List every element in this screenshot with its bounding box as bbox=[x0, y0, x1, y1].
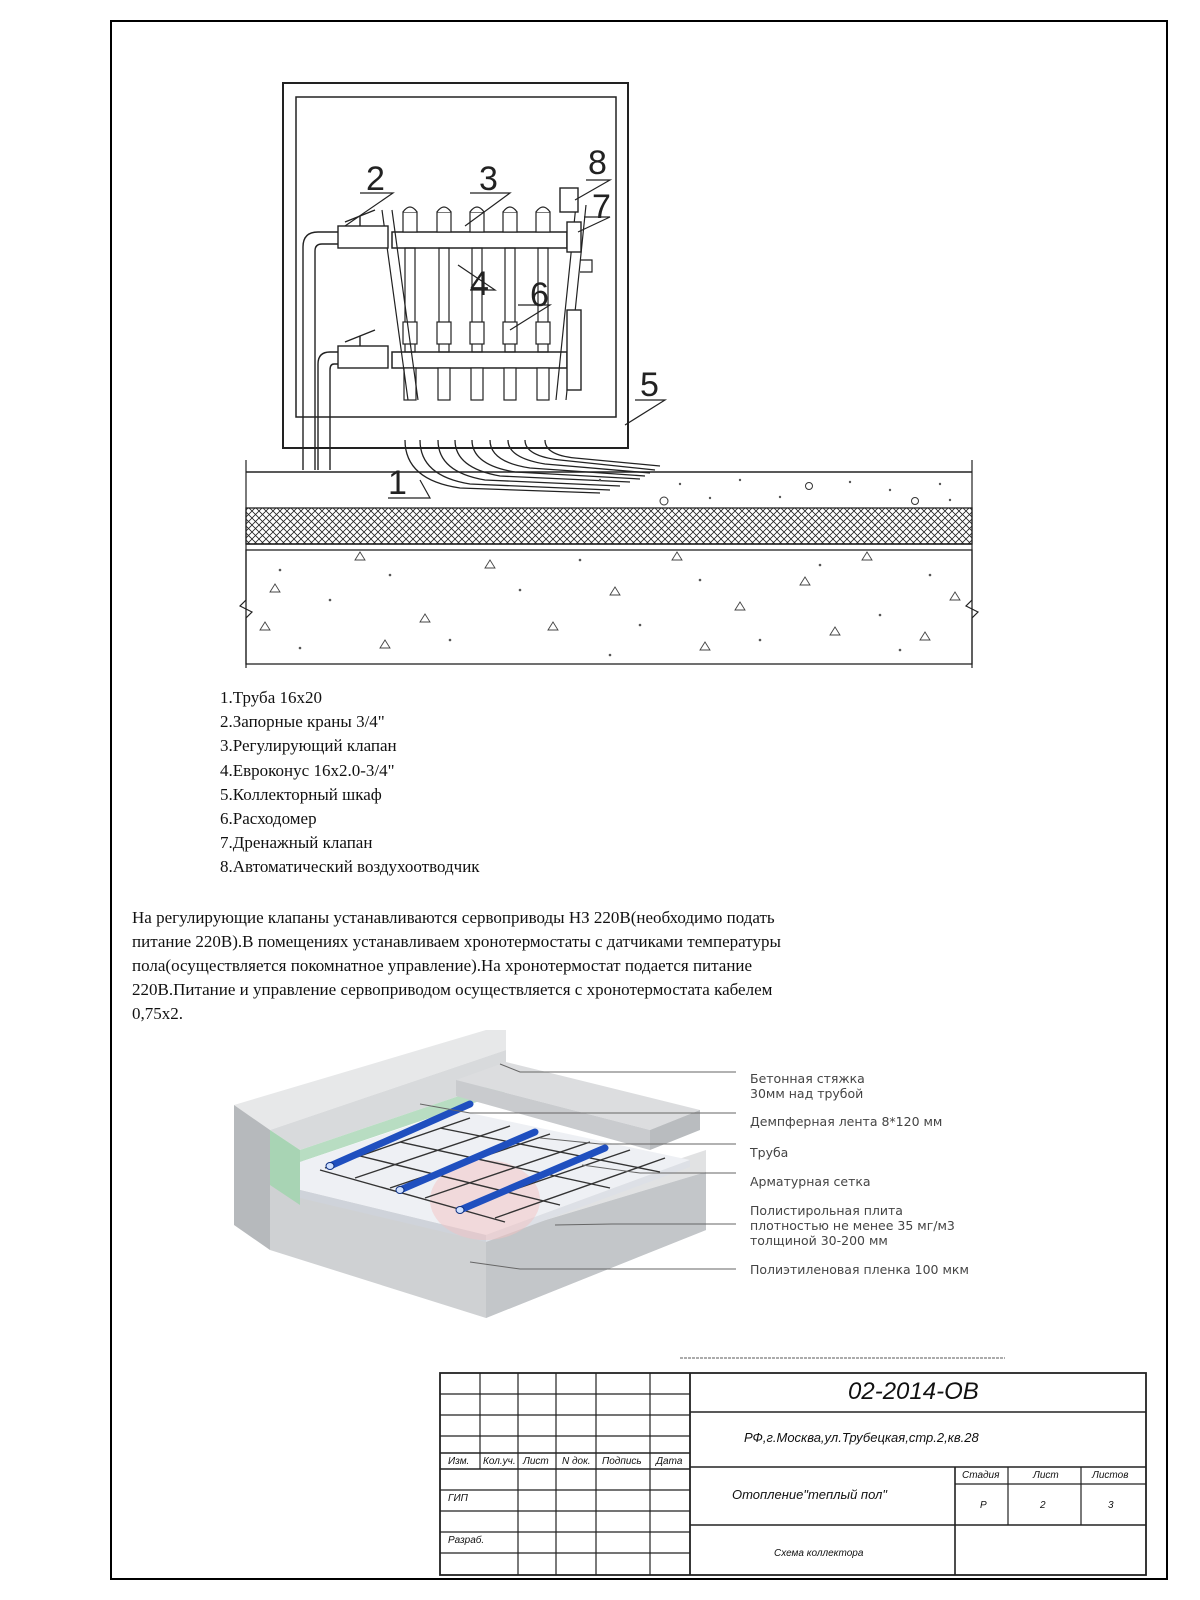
legend-item: 1.Труба 16х20 bbox=[220, 688, 322, 707]
layer-label-damper: Демпферная лента 8*120 мм bbox=[750, 1114, 943, 1129]
shutoff-valves bbox=[338, 210, 388, 368]
legend-item: 4.Евроконус 16х2.0-3/4" bbox=[220, 760, 395, 780]
address: РФ,г.Москва,ул.Трубецкая,стр.2,кв.28 bbox=[744, 1430, 979, 1445]
project-name: Отопление"теплый пол" bbox=[732, 1487, 887, 1502]
header-sheet: Лист bbox=[523, 1456, 549, 1467]
note-line: На регулирующие клапаны устанавливаются сервоприводы НЗ 220В(необходимо подать bbox=[132, 908, 775, 927]
layer-label-screed: Бетонная стяжка 30мм над трубой bbox=[750, 1071, 865, 1101]
supply-manifold bbox=[392, 232, 567, 248]
legend-item: 2.Запорные краны 3/4" bbox=[220, 712, 385, 732]
insulation-layer bbox=[246, 508, 972, 544]
component-legend bbox=[220, 686, 480, 880]
drain-valve bbox=[567, 222, 581, 252]
collector-cabinet bbox=[283, 83, 628, 448]
floor-section bbox=[240, 460, 978, 668]
sheets-label: Листов bbox=[1092, 1470, 1129, 1481]
sheets-value: 3 bbox=[1108, 1500, 1114, 1511]
sheet-name: Схема коллектора bbox=[774, 1548, 864, 1559]
note-line: питание 220В).В помещениях устанавливаем хронотермостаты с датчиками температуры bbox=[132, 932, 781, 951]
callout-1: 1 bbox=[388, 464, 407, 502]
supply-return-pipes bbox=[303, 232, 338, 470]
installation-note bbox=[132, 906, 902, 1026]
floor-layers-3d bbox=[234, 1030, 736, 1318]
note-line: 220В.Питание и управление сервоприводом осуществляется с хронотермостата кабелем bbox=[132, 980, 773, 999]
note-line: 0,75х2. bbox=[132, 1004, 183, 1023]
layer-label-insulation: Полистирольная плита плотностью не менее 35 мг/м3 толщиной 30-200 мм bbox=[750, 1203, 955, 1248]
legend-item: 3.Регулирующий клапан bbox=[220, 736, 397, 756]
stage-label: Стадия bbox=[962, 1470, 1000, 1481]
regulating-valves bbox=[403, 207, 550, 232]
header-date: Дата bbox=[656, 1456, 683, 1467]
outlet-fittings bbox=[404, 368, 549, 400]
header-signature: Подпись bbox=[602, 1456, 642, 1467]
concrete-slab bbox=[246, 550, 972, 664]
legend-item: 6.Расходомер bbox=[220, 809, 317, 829]
document-code: 02-2014-ОВ bbox=[848, 1378, 979, 1405]
layer-label-mesh: Арматурная сетка bbox=[750, 1174, 871, 1189]
return-manifold bbox=[392, 352, 567, 368]
callout-7: 7 bbox=[592, 188, 611, 226]
callout-2: 2 bbox=[366, 160, 385, 198]
callout-4: 4 bbox=[470, 265, 489, 303]
header-change: Изм. bbox=[448, 1456, 470, 1467]
header-qty: Кол.уч. bbox=[483, 1456, 516, 1467]
callout-6: 6 bbox=[530, 276, 549, 314]
note-line: пола(осуществляется покомнатное управление).На хронотермостат подается питание bbox=[132, 956, 753, 975]
callout-8: 8 bbox=[588, 144, 607, 182]
callout-3: 3 bbox=[479, 160, 498, 198]
role-chief-engineer: ГИП bbox=[448, 1493, 468, 1504]
callout-5: 5 bbox=[640, 366, 659, 404]
legend-item: 5.Коллекторный шкаф bbox=[220, 784, 382, 804]
stage-value: Р bbox=[980, 1500, 987, 1511]
layer-label-pipe: Труба bbox=[750, 1145, 789, 1160]
sheet-value: 2 bbox=[1040, 1500, 1046, 1511]
legend-item: 8.Автоматический воздухоотводчик bbox=[220, 857, 480, 877]
role-developer: Разраб. bbox=[448, 1535, 485, 1546]
legend-item: 7.Дренажный клапан bbox=[220, 833, 373, 853]
sheet-label: Лист bbox=[1033, 1470, 1059, 1481]
layer-label-film: Полиэтиленовая пленка 100 мкм bbox=[750, 1262, 969, 1277]
header-doc-number: N док. bbox=[562, 1456, 591, 1467]
flow-meters bbox=[403, 322, 550, 344]
